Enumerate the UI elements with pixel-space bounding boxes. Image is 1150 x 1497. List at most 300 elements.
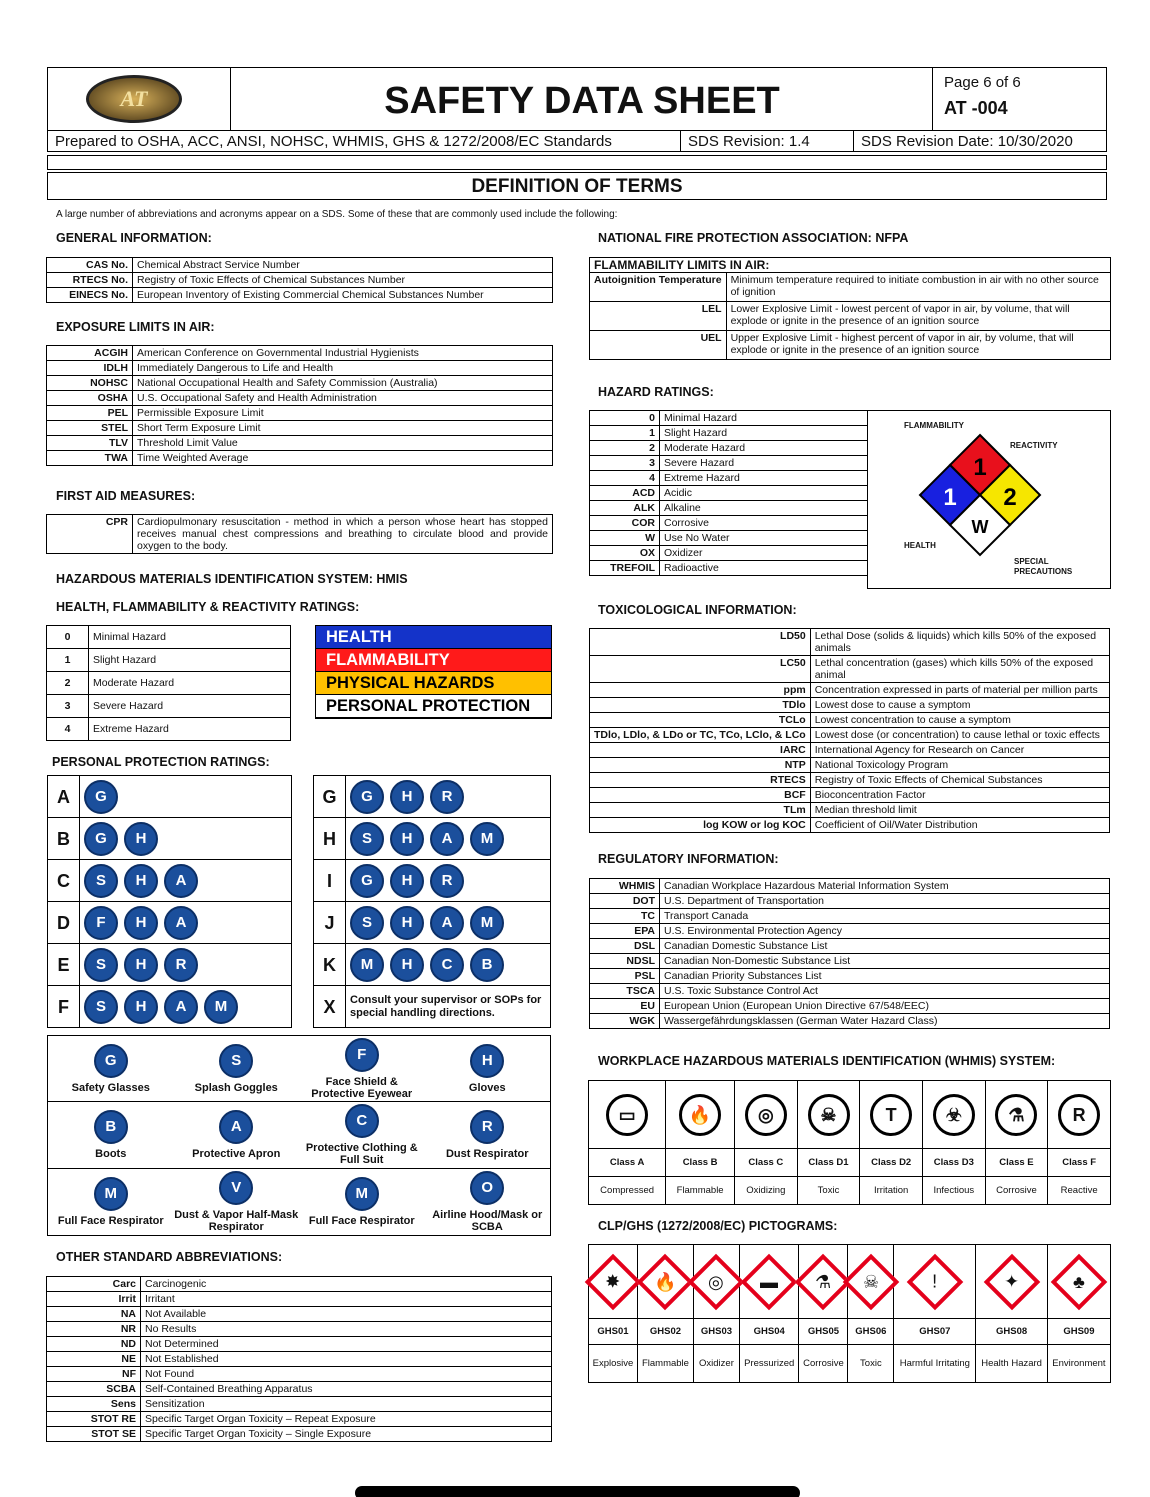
- equipment-label: Face Shield & Protective Eyewear: [311, 1075, 413, 1100]
- tox-value: Bioconcentration Factor: [810, 788, 1109, 803]
- equipment-label: Protective Apron: [192, 1147, 281, 1160]
- reg-key: WHMIS: [590, 879, 660, 894]
- hazard-row: [590, 441, 868, 456]
- ppe-icon: S: [84, 990, 118, 1024]
- ppr-letter: F: [48, 986, 80, 1028]
- hazard-value: Severe Hazard: [660, 456, 868, 471]
- ppe-icon: H: [124, 822, 158, 856]
- ppe-icon: G: [84, 822, 118, 856]
- flam-row: [590, 273, 1111, 302]
- exposure-title: EXPOSURE LIMITS IN AIR:: [56, 320, 215, 334]
- hmis-value: Moderate Hazard: [89, 672, 291, 695]
- document-code: AT -004: [944, 98, 1008, 118]
- reg-row: [590, 879, 1110, 894]
- reg-value: Canadian Domestic Substance List: [660, 939, 1110, 954]
- tox-row: [590, 758, 1110, 773]
- ppe-icon: S: [350, 822, 384, 856]
- ppe-icon: A: [430, 822, 464, 856]
- tox-value: Lethal concentration (gases) which kills 50% of the exposed animal: [810, 656, 1109, 683]
- exposure-key: TLV: [47, 436, 133, 451]
- other-title: OTHER STANDARD ABBREVIATIONS:: [56, 1250, 283, 1264]
- tox-row: [590, 803, 1110, 818]
- other-value: Irritant: [141, 1292, 552, 1307]
- hazard-key: 2: [590, 441, 660, 456]
- diamond-special-label: SPECIAL PRECAUTIONS: [1014, 557, 1073, 576]
- other-table: [46, 1276, 552, 1442]
- ppr-icons: [346, 776, 551, 818]
- equipment-label: Boots: [95, 1147, 127, 1160]
- equipment-item: [425, 1102, 551, 1168]
- tox-value: Lethal Dose (solids & liquids) which kills 50% of the exposed animals: [810, 629, 1109, 656]
- flam-header: FLAMMABILITY LIMITS IN AIR:: [590, 258, 1111, 273]
- ghs-desc: Harmful Irritating: [894, 1345, 976, 1383]
- tox-value: Concentration expressed in parts of material per million parts: [810, 683, 1109, 698]
- ppr-icons: [346, 818, 551, 860]
- hmis-value: Minimal Hazard: [89, 626, 291, 649]
- diamond-health-label: HEALTH: [904, 541, 936, 550]
- tox-value: International Agency for Research on Cancer: [810, 743, 1109, 758]
- ghs-code: GHS09: [1047, 1319, 1110, 1345]
- tox-row: [590, 818, 1110, 833]
- reg-row: [590, 894, 1110, 909]
- diamond-bottom-value: W: [971, 517, 989, 537]
- whmis-symbol-icon: R: [1058, 1094, 1100, 1136]
- hazard-value: Acidic: [660, 486, 868, 501]
- tox-row: [590, 656, 1110, 683]
- ghs-code: GHS02: [637, 1319, 693, 1345]
- equipment-label: Safety Glasses: [71, 1081, 150, 1094]
- ppe-icon: M: [350, 948, 384, 982]
- ppr-x-text: Consult your supervisor or SOPs for special handling directions.: [346, 986, 551, 1028]
- equipment-item: [425, 1169, 551, 1235]
- other-value: Self-Contained Breathing Apparatus: [141, 1382, 552, 1397]
- reg-key: EPA: [590, 924, 660, 939]
- ghs-pictogram-icon: 🔥: [637, 1253, 694, 1310]
- whmis-symbol-icon: ◎: [745, 1094, 787, 1136]
- tox-value: Lowest concentration to cause a symptom: [810, 713, 1109, 728]
- equipment-item: [174, 1169, 300, 1235]
- equipment-icon: M: [345, 1177, 379, 1211]
- exposure-row: [47, 391, 553, 406]
- equipment-label: Full Face Respirator: [308, 1214, 415, 1227]
- ghs-desc: Toxic: [848, 1345, 894, 1383]
- ppr-letter: B: [48, 818, 80, 860]
- ppe-icon: H: [390, 822, 424, 856]
- hazard-value: Minimal Hazard: [660, 411, 868, 426]
- reg-title: REGULATORY INFORMATION:: [598, 852, 779, 866]
- ppe-icon: M: [470, 822, 504, 856]
- tox-key: TDlo, LDlo, & LDo or TC, TCo, LClo, & LCo: [590, 728, 811, 743]
- equipment-item: [48, 1036, 174, 1102]
- ppr-left-table: [47, 775, 292, 1028]
- other-value: Specific Target Organ Toxicity – Repeat Exposure: [141, 1412, 552, 1427]
- nfpa-title: NATIONAL FIRE PROTECTION ASSOCIATION: NFPA: [598, 231, 909, 245]
- hazard-key: 1: [590, 426, 660, 441]
- other-key: STOT RE: [47, 1412, 141, 1427]
- equipment-icon: V: [219, 1171, 253, 1205]
- flam-key: Autoignition Temperature: [590, 273, 727, 302]
- equipment-label: Dust Respirator: [445, 1147, 529, 1160]
- logo: AT: [86, 75, 182, 123]
- reg-row: [590, 954, 1110, 969]
- ghs-desc: Flammable: [637, 1345, 693, 1383]
- ppr-icons: [80, 860, 292, 902]
- ppe-icon: G: [84, 780, 118, 814]
- hmis-title: HAZARDOUS MATERIALS IDENTIFICATION SYSTEM: HMIS: [56, 572, 408, 586]
- equipment-label: Airline Hood/Mask or SCBA: [432, 1208, 543, 1233]
- hmis-bars: [315, 625, 552, 719]
- hmis-bar: PHYSICAL HAZARDS: [316, 672, 551, 695]
- tox-row: [590, 683, 1110, 698]
- tox-value: Registry of Toxic Effects of Chemical Substances: [810, 773, 1109, 788]
- hazard-key: OX: [590, 546, 660, 561]
- exposure-table: [46, 345, 553, 466]
- exposure-value: American Conference on Governmental Industrial Hygienists: [133, 346, 553, 361]
- exposure-row: [47, 361, 553, 376]
- equipment-item: [174, 1036, 300, 1102]
- whmis-desc: Infectious: [922, 1177, 985, 1205]
- equipment-item: [425, 1036, 551, 1102]
- header-divider-4: [853, 130, 854, 152]
- general-title: GENERAL INFORMATION:: [56, 231, 212, 245]
- ppr-icons: [80, 986, 292, 1028]
- tox-row: [590, 698, 1110, 713]
- whmis-symbol-icon: ⚗: [995, 1094, 1037, 1136]
- ppe-icon: H: [124, 906, 158, 940]
- hazard-row: [590, 471, 868, 486]
- exposure-key: ACGIH: [47, 346, 133, 361]
- ghs-desc: Pressurized: [739, 1345, 799, 1383]
- ppr-letter: D: [48, 902, 80, 944]
- ppe-icon: H: [390, 864, 424, 898]
- ppr-row: [314, 902, 551, 944]
- reg-key: EU: [590, 999, 660, 1014]
- cpr-value: Cardiopulmonary resuscitation - method in which a person whose heart has stopped receives manual chest compressions and breathing to circulate blood and provide oxygen to the body.: [133, 515, 553, 554]
- hmis-value: Severe Hazard: [89, 695, 291, 718]
- exposure-value: National Occupational Health and Safety Commission (Australia): [133, 376, 553, 391]
- other-row: [47, 1292, 552, 1307]
- ppr-icons: [346, 902, 551, 944]
- equipment-icon: B: [94, 1110, 128, 1144]
- exposure-value: Short Term Exposure Limit: [133, 421, 553, 436]
- equipment-label: Protective Clothing & Full Suit: [305, 1141, 418, 1166]
- ppr-row: [314, 860, 551, 902]
- hazard-key: 3: [590, 456, 660, 471]
- reg-row: [590, 999, 1110, 1014]
- ghs-pictogram-icon: !: [907, 1253, 964, 1310]
- ghs-desc: Explosive: [589, 1345, 638, 1383]
- reg-key: DSL: [590, 939, 660, 954]
- reg-value: European Union (European Union Directive 67/548/EEC): [660, 999, 1110, 1014]
- hazard-key: W: [590, 531, 660, 546]
- ghs-code: GHS01: [589, 1319, 638, 1345]
- spacer-bar: [47, 155, 1107, 170]
- hmis-value: Slight Hazard: [89, 649, 291, 672]
- hazard-row: [590, 501, 868, 516]
- reg-value: Canadian Workplace Hazardous Material Information System: [660, 879, 1110, 894]
- ppe-icon: F: [84, 906, 118, 940]
- equipment-item: [299, 1036, 425, 1102]
- ghs-desc: Corrosive: [799, 1345, 848, 1383]
- ppr-row: [48, 902, 292, 944]
- other-key: ND: [47, 1337, 141, 1352]
- ppe-icon: M: [204, 990, 238, 1024]
- tox-key: ppm: [590, 683, 811, 698]
- ppr-letter: H: [314, 818, 346, 860]
- whmis-desc: Corrosive: [985, 1177, 1048, 1205]
- equipment-icon: G: [94, 1044, 128, 1078]
- other-value: Not Found: [141, 1367, 552, 1382]
- exposure-key: TWA: [47, 451, 133, 466]
- tox-key: LC50: [590, 656, 811, 683]
- hazard-value: Moderate Hazard: [660, 441, 868, 456]
- other-value: No Results: [141, 1322, 552, 1337]
- reg-key: WGK: [590, 1014, 660, 1029]
- other-row: [47, 1397, 552, 1412]
- flam-value: Lower Explosive Limit - lowest percent of vapor in air, by volume, that will explode or ignite in the presence of an ignition source: [726, 302, 1110, 331]
- header-divider-1: [230, 67, 231, 130]
- exposure-key: OSHA: [47, 391, 133, 406]
- hazard-row: [590, 516, 868, 531]
- first-aid-table: [46, 514, 553, 554]
- ppr-letter: E: [48, 944, 80, 986]
- page-title: SAFETY DATA SHEET: [384, 80, 780, 122]
- ppr-letter: K: [314, 944, 346, 986]
- ghs-pictogram-icon: ✸: [585, 1253, 642, 1310]
- intro-text: A large number of abbreviations and acronyms appear on a SDS. Some of these that are commonly used include the following:: [56, 209, 618, 220]
- hazard-value: Radioactive: [660, 561, 868, 576]
- equipment-icon: H: [470, 1044, 504, 1078]
- whmis-symbol-icon: 🔥: [679, 1094, 721, 1136]
- general-row: [47, 288, 553, 303]
- equipment-item: [299, 1102, 425, 1168]
- other-key: STOT SE: [47, 1427, 141, 1442]
- reg-row: [590, 924, 1110, 939]
- equipment-icon: S: [219, 1044, 253, 1078]
- hazard-value: Oxidizer: [660, 546, 868, 561]
- ppe-icon: H: [124, 864, 158, 898]
- hazard-row: [590, 561, 868, 576]
- tox-row: [590, 788, 1110, 803]
- other-value: Specific Target Organ Toxicity – Single Exposure: [141, 1427, 552, 1442]
- other-row: [47, 1337, 552, 1352]
- equipment-label: Splash Goggles: [194, 1081, 278, 1094]
- ppr-row: [314, 776, 551, 818]
- nfpa-diamond-panel: [867, 410, 1111, 589]
- ghs-code: GHS07: [894, 1319, 976, 1345]
- other-key: NF: [47, 1367, 141, 1382]
- hazard-title: HAZARD RATINGS:: [598, 385, 714, 399]
- equipment-label: Gloves: [468, 1081, 506, 1094]
- tox-row: [590, 728, 1110, 743]
- hmis-subtitle: HEALTH, FLAMMABILITY & REACTIVITY RATINGS:: [56, 600, 360, 614]
- tox-table: [589, 628, 1110, 833]
- exposure-key: NOHSC: [47, 376, 133, 391]
- ppe-icon: H: [390, 906, 424, 940]
- other-row: [47, 1307, 552, 1322]
- equipment-icon: C: [345, 1104, 379, 1138]
- hazard-key: 4: [590, 471, 660, 486]
- hmis-key: 3: [47, 695, 89, 718]
- equipment-grid: [47, 1035, 551, 1236]
- reg-value: U.S. Department of Transportation: [660, 894, 1110, 909]
- whmis-symbol-icon: ▭: [606, 1094, 648, 1136]
- hazard-key: 0: [590, 411, 660, 426]
- exposure-row: [47, 451, 553, 466]
- tox-value: National Toxicology Program: [810, 758, 1109, 773]
- equipment-icon: R: [470, 1110, 504, 1144]
- first-aid-title: FIRST AID MEASURES:: [56, 489, 196, 503]
- hazard-row: [590, 411, 868, 426]
- ghs-desc: Environment: [1047, 1345, 1110, 1383]
- ppr-icons: [80, 944, 292, 986]
- tox-key: RTECS: [590, 773, 811, 788]
- hazard-row: [590, 426, 868, 441]
- equipment-item: [299, 1169, 425, 1235]
- ppr-right-table: [313, 775, 551, 1028]
- other-key: NR: [47, 1322, 141, 1337]
- reg-value: Canadian Non-Domestic Substance List: [660, 954, 1110, 969]
- exposure-value: Threshold Limit Value: [133, 436, 553, 451]
- ppe-icon: C: [430, 948, 464, 982]
- reg-key: TC: [590, 909, 660, 924]
- tox-key: TLm: [590, 803, 811, 818]
- whmis-class: Class D1: [797, 1149, 860, 1177]
- equipment-icon: M: [94, 1177, 128, 1211]
- ppr-row: [48, 776, 292, 818]
- tox-key: NTP: [590, 758, 811, 773]
- page-number: Page 6 of 6: [944, 74, 1021, 91]
- general-key: CAS No.: [47, 258, 133, 273]
- hazard-value: Alkaline: [660, 501, 868, 516]
- hazard-row: [590, 531, 868, 546]
- hazard-value: Use No Water: [660, 531, 868, 546]
- hmis-key: 2: [47, 672, 89, 695]
- nfpa-diamond-icon: [918, 433, 1042, 557]
- general-key: RTECS No.: [47, 273, 133, 288]
- hmis-key: 0: [47, 626, 89, 649]
- ghs-pictogram-icon: ♣: [1051, 1253, 1108, 1310]
- tox-key: TDlo: [590, 698, 811, 713]
- ppr-letter: A: [48, 776, 80, 818]
- equipment-item: [48, 1102, 174, 1168]
- ppr-icons: [80, 818, 292, 860]
- ppr-row: [314, 818, 551, 860]
- reg-value: U.S. Toxic Substance Control Act: [660, 984, 1110, 999]
- equipment-icon: A: [219, 1110, 253, 1144]
- cpr-key: CPR: [47, 515, 133, 554]
- tox-value: Median threshold limit: [810, 803, 1109, 818]
- exposure-row: [47, 436, 553, 451]
- exposure-value: U.S. Occupational Safety and Health Administration: [133, 391, 553, 406]
- exposure-row: [47, 376, 553, 391]
- reg-key: TSCA: [590, 984, 660, 999]
- ppe-icon: G: [350, 780, 384, 814]
- exposure-key: PEL: [47, 406, 133, 421]
- flam-value: Minimum temperature required to initiate combustion in air with no other source of ignition: [726, 273, 1110, 302]
- whmis-class: Class A: [589, 1149, 666, 1177]
- flam-key: UEL: [590, 331, 727, 360]
- other-value: Carcinogenic: [141, 1277, 552, 1292]
- other-value: Not Determined: [141, 1337, 552, 1352]
- ghs-desc: Health Hazard: [976, 1345, 1047, 1383]
- exposure-key: STEL: [47, 421, 133, 436]
- other-key: Carc: [47, 1277, 141, 1292]
- general-value: Chemical Abstract Service Number: [133, 258, 553, 273]
- tox-key: LD50: [590, 629, 811, 656]
- ppe-icon: B: [470, 948, 504, 982]
- whmis-desc: Toxic: [797, 1177, 860, 1205]
- tox-row: [590, 713, 1110, 728]
- tox-value: Lowest dose to cause a symptom: [810, 698, 1109, 713]
- whmis-desc: Reactive: [1048, 1177, 1111, 1205]
- equipment-item: [48, 1169, 174, 1235]
- reg-row: [590, 1014, 1110, 1029]
- other-row: [47, 1277, 552, 1292]
- ppe-icon: R: [430, 780, 464, 814]
- general-value: European Inventory of Existing Commercial Chemical Substances Number: [133, 288, 553, 303]
- other-value: Sensitization: [141, 1397, 552, 1412]
- whmis-desc: Compressed: [589, 1177, 666, 1205]
- tox-key: log KOW or log KOC: [590, 818, 811, 833]
- ghs-table: [588, 1244, 1111, 1383]
- ppe-icon: G: [350, 864, 384, 898]
- hmis-table: [46, 625, 291, 741]
- whmis-desc: Oxidizing: [735, 1177, 798, 1205]
- exposure-row: [47, 406, 553, 421]
- ppe-icon: S: [350, 906, 384, 940]
- ppr-letter: G: [314, 776, 346, 818]
- hazard-key: ALK: [590, 501, 660, 516]
- ghs-code: GHS03: [693, 1319, 739, 1345]
- flam-row: [590, 331, 1111, 360]
- diamond-right-value: 2: [1003, 484, 1017, 511]
- reg-value: Wassergefährdungsklassen (German Water Hazard Class): [660, 1014, 1110, 1029]
- equipment-label: Dust & Vapor Half-Mask Respirator: [174, 1208, 299, 1233]
- ghs-code: GHS04: [739, 1319, 799, 1345]
- diamond-flammability-label: FLAMMABILITY: [904, 421, 964, 430]
- exposure-key: IDLH: [47, 361, 133, 376]
- hazard-key: TREFOIL: [590, 561, 660, 576]
- whmis-symbol-icon: ☠: [808, 1094, 850, 1136]
- hmis-key: 4: [47, 718, 89, 741]
- ppe-icon: S: [84, 864, 118, 898]
- reg-row: [590, 909, 1110, 924]
- hazard-value: Extreme Hazard: [660, 471, 868, 486]
- tox-key: BCF: [590, 788, 811, 803]
- header-divider-3: [680, 130, 681, 152]
- reg-value: Transport Canada: [660, 909, 1110, 924]
- ppe-icon: H: [390, 780, 424, 814]
- tox-key: IARC: [590, 743, 811, 758]
- ppr-letter: I: [314, 860, 346, 902]
- other-row: [47, 1412, 552, 1427]
- other-row: [47, 1382, 552, 1397]
- ppe-icon: M: [470, 906, 504, 940]
- ppe-icon: H: [124, 990, 158, 1024]
- reg-key: DOT: [590, 894, 660, 909]
- whmis-class: Class F: [1048, 1149, 1111, 1177]
- ppe-icon: R: [164, 948, 198, 982]
- ppr-row: [48, 944, 292, 986]
- ppe-icon: A: [164, 990, 198, 1024]
- exposure-value: Immediately Dangerous to Life and Health: [133, 361, 553, 376]
- ppr-letter-x: X: [314, 986, 346, 1028]
- hazard-key: ACD: [590, 486, 660, 501]
- hazard-value: Slight Hazard: [660, 426, 868, 441]
- prepared-standards: Prepared to OSHA, ACC, ANSI, NOHSC, WHMIS, GHS & 1272/2008/EC Standards: [55, 133, 612, 150]
- equipment-icon: F: [345, 1038, 379, 1072]
